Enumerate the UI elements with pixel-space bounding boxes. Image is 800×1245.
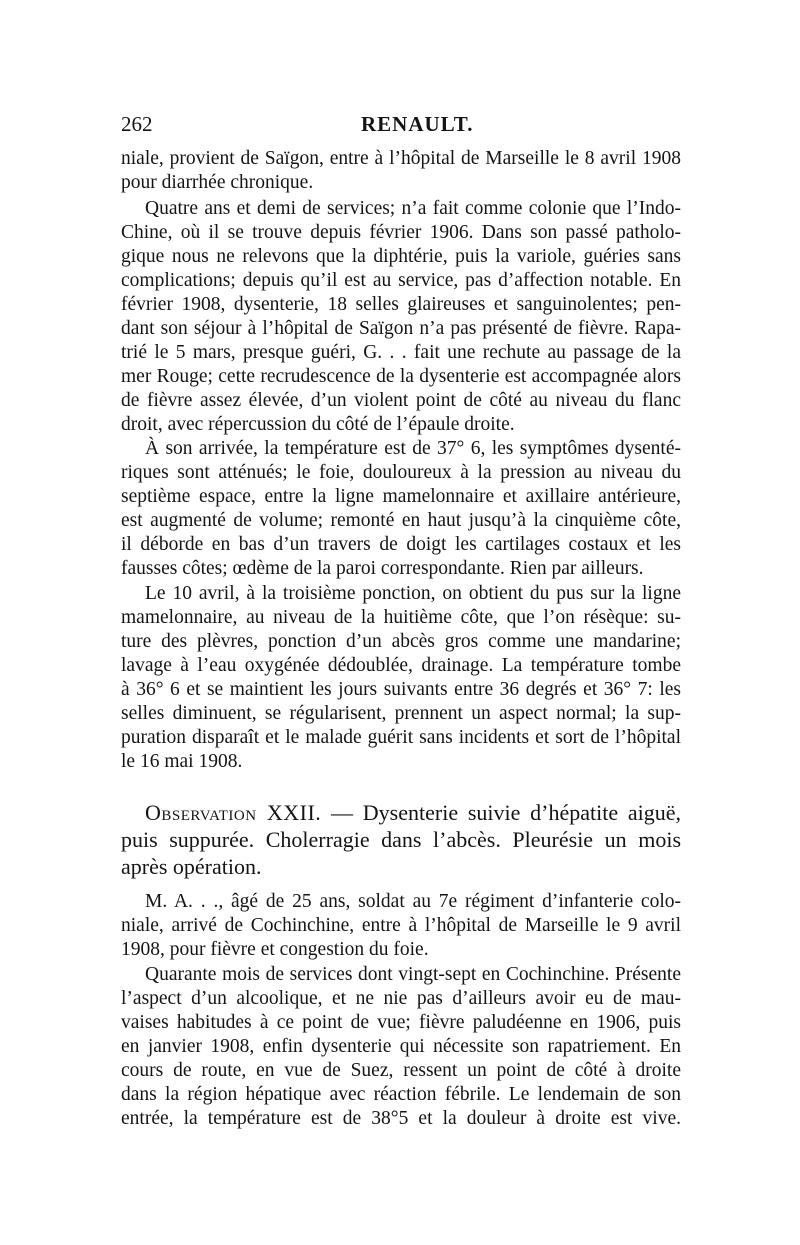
text-line: complications; depuis qu’il est au service, pas d’affection notable. En xyxy=(121,270,681,291)
text-line: de fièvre assez élevée, d’un violent point de côté au niveau du flanc xyxy=(121,390,681,411)
text-line: puration disparaît et le malade guérit sans incidents et sort de l’hôpital xyxy=(121,727,681,748)
text-line: gique nous ne relevons que la diphtérie, puis la variole, guéries sans xyxy=(121,246,681,267)
text-line: niale, provient de Saïgon, entre à l’hôpital de Marseille le 8 avril 1908 xyxy=(121,148,681,169)
observation-title: après opération. xyxy=(121,854,262,879)
text-line: le 16 mai 1908. xyxy=(121,751,243,772)
text-line: M. A. . ., âgé de 25 ans, soldat au 7e régiment d’infanterie colo- xyxy=(145,891,681,912)
text-line: est augmenté de volume; remonté en haut jusqu’à la cinquième côte, xyxy=(121,510,681,531)
text-line: ture des plèvres, ponction d’un abcès gros comme une mandarine; xyxy=(121,631,681,652)
text-line: niale, arrivé de Cochinchine, entre à l’hôpital de Marseille le 9 avril xyxy=(121,915,681,936)
text-line: pour diarrhée chronique. xyxy=(121,172,314,193)
text-line: riques sont atténués; le foie, douloureux à la pression au niveau du xyxy=(121,462,681,483)
text-line: trié le 5 mars, presque guéri, G. . . fait une rechute au passage de la xyxy=(121,342,681,363)
text-line: il déborde en bas d’un travers de doigt les cartilages costaux et les xyxy=(121,534,681,555)
page-number: 262 xyxy=(121,112,153,136)
observation-label: Observation XXII. xyxy=(145,800,322,825)
text-line: À son arrivée, la température est de 37° 6, les symptômes dysenté- xyxy=(145,438,681,459)
text-line: droit, avec répercussion du côté de l’épaule droite. xyxy=(121,414,515,435)
text-line: septième espace, entre la ligne mamelonnaire et axillaire antérieure, xyxy=(121,486,681,507)
text-line: mer Rouge; cette recrudescence de la dysenterie est accompagnée alors xyxy=(121,366,681,387)
text-line: vaises habitudes à ce point de vue; fièvre paludéenne en 1906, puis xyxy=(121,1012,681,1033)
observation-title: — Dysenterie suivie d’hépatite aiguë, xyxy=(331,800,682,825)
observation-heading xyxy=(145,799,681,827)
text-line: 1908, pour fièvre et congestion du foie. xyxy=(121,939,429,960)
text-line: dans la région hépatique avec réaction fébrile. Le lendemain de son xyxy=(121,1084,681,1105)
text-line: Quarante mois de services dont vingt-sept en Cochinchine. Présente xyxy=(145,964,681,985)
text-line: mamelonnaire, au niveau de la huitième côte, que l’on résèque: su- xyxy=(121,607,681,628)
text-line: dant son séjour à l’hôpital de Saïgon n’a pas présenté de fièvre. Rapa- xyxy=(121,318,681,339)
text-line: Le 10 avril, à la troisième ponction, on obtient du pus sur la ligne xyxy=(145,583,681,604)
page-header xyxy=(121,112,681,142)
text-line: l’aspect d’un alcoolique, et ne nie pas d’ailleurs avoir eu de mau- xyxy=(121,988,681,1009)
text-line: en janvier 1908, enfin dysenterie qui nécessite son rapatriement. En xyxy=(121,1036,681,1057)
text-line: entrée, la température est de 38°5 et la douleur à droite est vive. xyxy=(121,1108,681,1129)
text-line: à 36° 6 et se maintient les jours suivants entre 36 degrés et 36° 7: les xyxy=(121,679,681,700)
text-line: lavage à l’eau oxygénée dédoublée, drainage. La température tombe xyxy=(121,655,681,676)
text-line: selles diminuent, se régularisent, prennent un aspect normal; la sup- xyxy=(121,703,681,724)
text-line: fausses côtes; œdème de la paroi correspondante. Rien par ailleurs. xyxy=(121,558,644,579)
text-line: cours de route, en vue de Suez, ressent un point de côté à droite xyxy=(121,1060,681,1081)
observation-title: puis suppurée. Cholerragie dans l’abcès. Pleurésie un mois xyxy=(121,827,681,852)
text-line: Chine, où il se trouve depuis février 1906. Dans son passé patholo- xyxy=(121,222,681,243)
running-head: RENAULT. xyxy=(361,112,474,136)
text-line: Quatre ans et demi de services; n’a fait comme colonie que l’Indo- xyxy=(145,198,681,219)
text-line: février 1908, dysenterie, 18 selles glaireuses et sanguinolentes; pen- xyxy=(121,294,681,315)
